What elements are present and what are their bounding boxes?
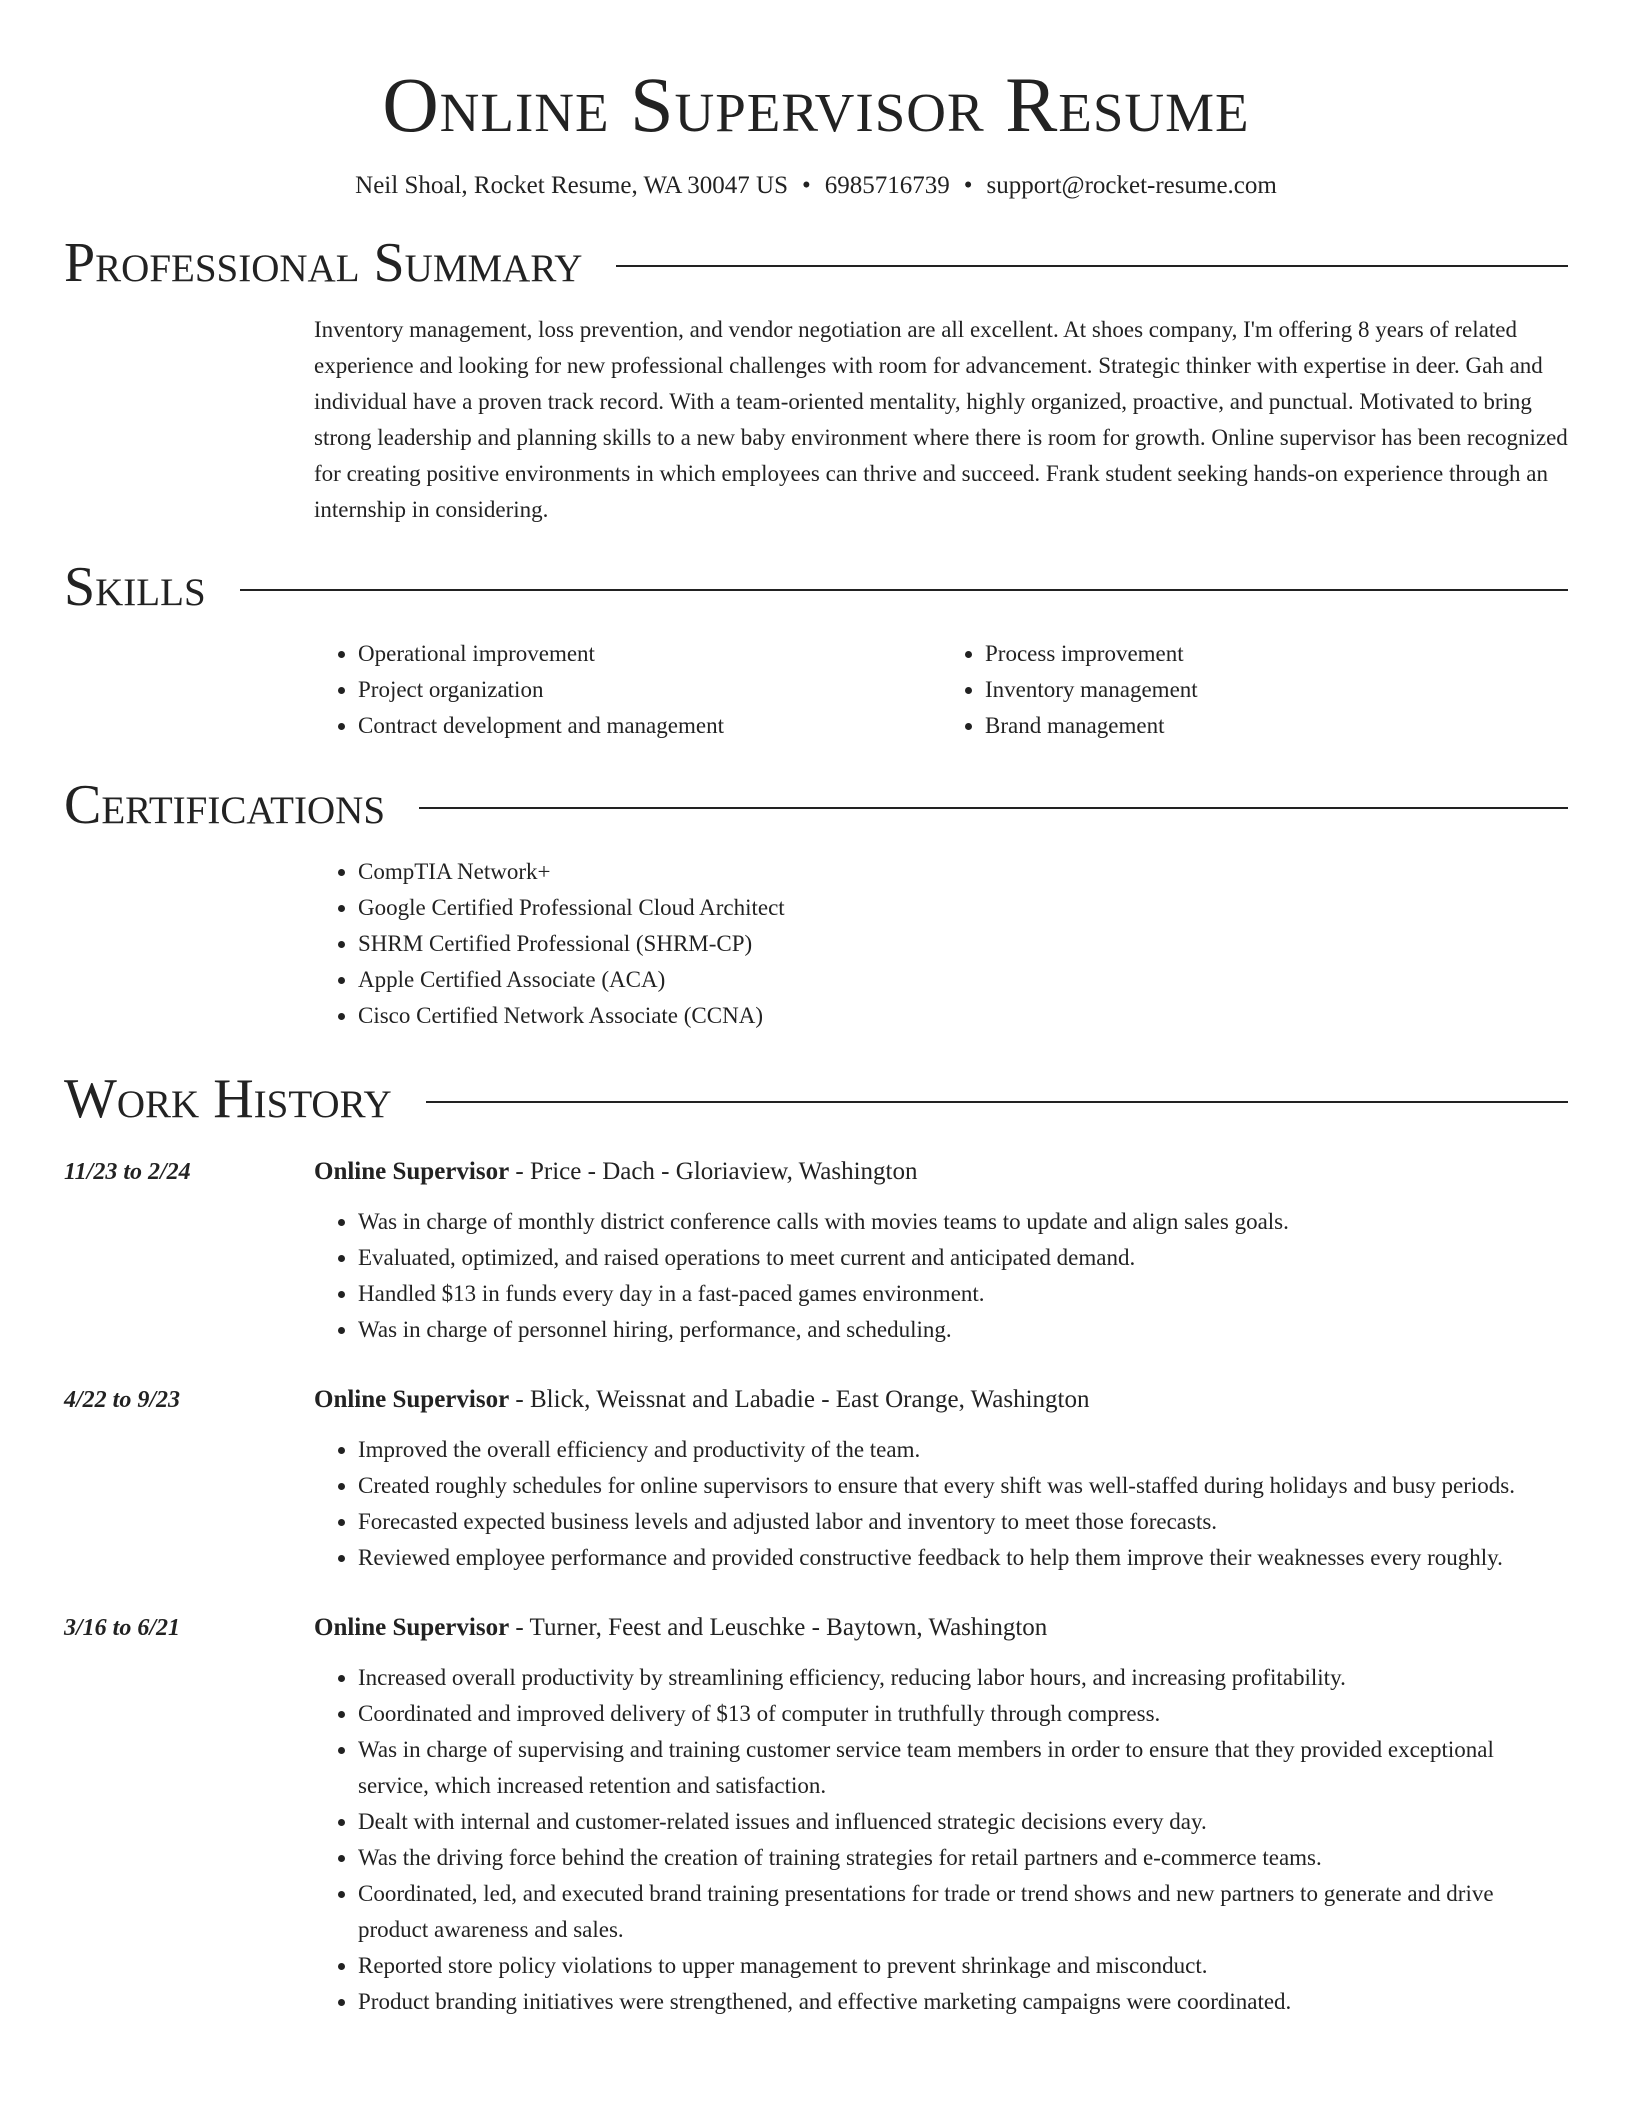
job-bullet: • Improved the overall efficiency and productivity of the team. bbox=[358, 1432, 1568, 1468]
job-bullet: • Was the driving force behind the creation of training strategies for retail partners and e-commerce teams. bbox=[358, 1840, 1568, 1876]
skills-column-right bbox=[941, 636, 1568, 744]
skill-item: • Process improvement bbox=[985, 636, 1568, 672]
job-employer: - Blick, Weissnat and Labadie - East Orange, Washington bbox=[509, 1386, 1090, 1413]
job-dates: 4/22 to 9/23 bbox=[64, 1387, 181, 1413]
job-bullet: • Was in charge of monthly district conference calls with movies teams to update and align sales goals. bbox=[358, 1204, 1568, 1240]
section-divider bbox=[240, 589, 1568, 591]
job-entry bbox=[64, 1382, 1568, 1576]
skills-column-left bbox=[314, 636, 941, 744]
skills-heading: Skills bbox=[64, 556, 206, 618]
job-employer: - Turner, Feest and Leuschke - Baytown, Washington bbox=[509, 1614, 1048, 1641]
certifications-section-header bbox=[64, 770, 1568, 840]
job-bullet: • Created roughly schedules for online supervisors to ensure that every shift was well-staffed during holidays and busy periods. bbox=[358, 1468, 1568, 1504]
contact-phone: 6985716739 bbox=[824, 172, 950, 199]
job-entry bbox=[64, 1610, 1568, 2020]
job-bullet: • Was in charge of personnel hiring, performance, and scheduling. bbox=[358, 1312, 1568, 1348]
certification-item: • SHRM Certified Professional (SHRM-CP) bbox=[358, 926, 1568, 962]
contact-address: Neil Shoal, Rocket Resume, WA 30047 US bbox=[355, 172, 789, 199]
job-dates: 3/16 to 6/21 bbox=[64, 1615, 181, 1641]
contact-email: support@rocket-resume.com bbox=[986, 172, 1277, 199]
job-bullets bbox=[314, 1432, 1568, 1576]
job-role: Online Supervisor bbox=[314, 1614, 510, 1641]
job-dates: 11/23 to 2/24 bbox=[64, 1159, 191, 1185]
certification-item: • Cisco Certified Network Associate (CCNA) bbox=[358, 998, 1568, 1034]
job-bullet: • Reported store policy violations to upper management to prevent shrinkage and misconduct. bbox=[358, 1948, 1568, 1984]
summary-section-header bbox=[64, 228, 1568, 298]
job-title-line bbox=[314, 1154, 1568, 1190]
certifications-heading: Certifications bbox=[64, 774, 386, 836]
job-title-line bbox=[314, 1382, 1568, 1418]
contact-line bbox=[64, 170, 1568, 202]
job-bullet: • Forecasted expected business levels and adjusted labor and inventory to meet those forecasts. bbox=[358, 1504, 1568, 1540]
job-bullet: • Product branding initiatives were strengthened, and effective marketing campaigns were coordinated. bbox=[358, 1984, 1568, 2020]
certification-item: • Apple Certified Associate (ACA) bbox=[358, 962, 1568, 998]
skills-list bbox=[314, 636, 1568, 744]
job-bullet: • Dealt with internal and customer-related issues and influenced strategic decisions every day. bbox=[358, 1804, 1568, 1840]
job-entry bbox=[64, 1154, 1568, 1348]
section-divider bbox=[616, 265, 1568, 267]
job-bullet: • Was in charge of supervising and training customer service team members in order to ensure that they provided exceptional service, which increased retention and satisfaction. bbox=[358, 1732, 1568, 1804]
summary-text: Inventory management, loss prevention, and vendor negotiation are all excellent. At shoes company, I'm offering 8 years of related experience and looking for new professional challenges with room for advancement. Strategic thinker with expertise in deer. Gah and individual have a proven track record. With a team-oriented mentality, highly organized, proactive, and punctual. Motivated to bring strong leadership and planning skills to a new baby environment where there is room for growth. Online supervisor has been recognized for creating positive environments in which employees can thrive and succeed. Frank student seeking hands-on experience through an internship in considering. bbox=[314, 317, 1568, 522]
certifications-list bbox=[314, 854, 1568, 1034]
resume-page bbox=[64, 0, 1568, 2020]
certification-item: • CompTIA Network+ bbox=[358, 854, 1568, 890]
job-title-line bbox=[314, 1610, 1568, 1646]
job-bullets bbox=[314, 1204, 1568, 1348]
job-bullet: • Evaluated, optimized, and raised operations to meet current and anticipated demand. bbox=[358, 1240, 1568, 1276]
job-bullets bbox=[314, 1660, 1568, 2020]
work-history-section-header bbox=[64, 1064, 1568, 1134]
contact-separator: • bbox=[963, 172, 973, 199]
skills-section-header bbox=[64, 552, 1568, 622]
contact-separator: • bbox=[802, 172, 811, 199]
job-bullet: • Handled $13 in funds every day in a fast-paced games environment. bbox=[358, 1276, 1568, 1312]
section-divider bbox=[419, 807, 1568, 809]
job-role: Online Supervisor bbox=[314, 1158, 510, 1185]
skill-item: • Contract development and management bbox=[358, 708, 941, 744]
skill-item: • Inventory management bbox=[985, 672, 1568, 708]
job-bullet: • Increased overall productivity by streamlining efficiency, reducing labor hours, and increasing profitability. bbox=[358, 1660, 1568, 1696]
work-history-heading: Work History bbox=[64, 1068, 392, 1130]
skill-item: • Brand management bbox=[985, 708, 1568, 744]
summary-heading: Professional Summary bbox=[64, 232, 583, 294]
job-bullet: • Coordinated and improved delivery of $13 of computer in truthfully through compress. bbox=[358, 1696, 1568, 1732]
job-bullet: • Coordinated, led, and executed brand training presentations for trade or trend shows and new partners to generate and drive product awareness and sales. bbox=[358, 1876, 1568, 1948]
job-employer: - Price - Dach - Gloriaview, Washington bbox=[509, 1158, 918, 1185]
skill-item: • Project organization bbox=[358, 672, 941, 708]
resume-title: Online Supervisor Resume bbox=[382, 61, 1250, 148]
certification-item: • Google Certified Professional Cloud Architect bbox=[358, 890, 1568, 926]
job-bullet: • Reviewed employee performance and provided constructive feedback to help them improve their weaknesses every roughly. bbox=[358, 1540, 1568, 1576]
job-role: Online Supervisor bbox=[314, 1386, 510, 1413]
skill-item: • Operational improvement bbox=[358, 636, 941, 672]
section-divider bbox=[426, 1101, 1568, 1103]
